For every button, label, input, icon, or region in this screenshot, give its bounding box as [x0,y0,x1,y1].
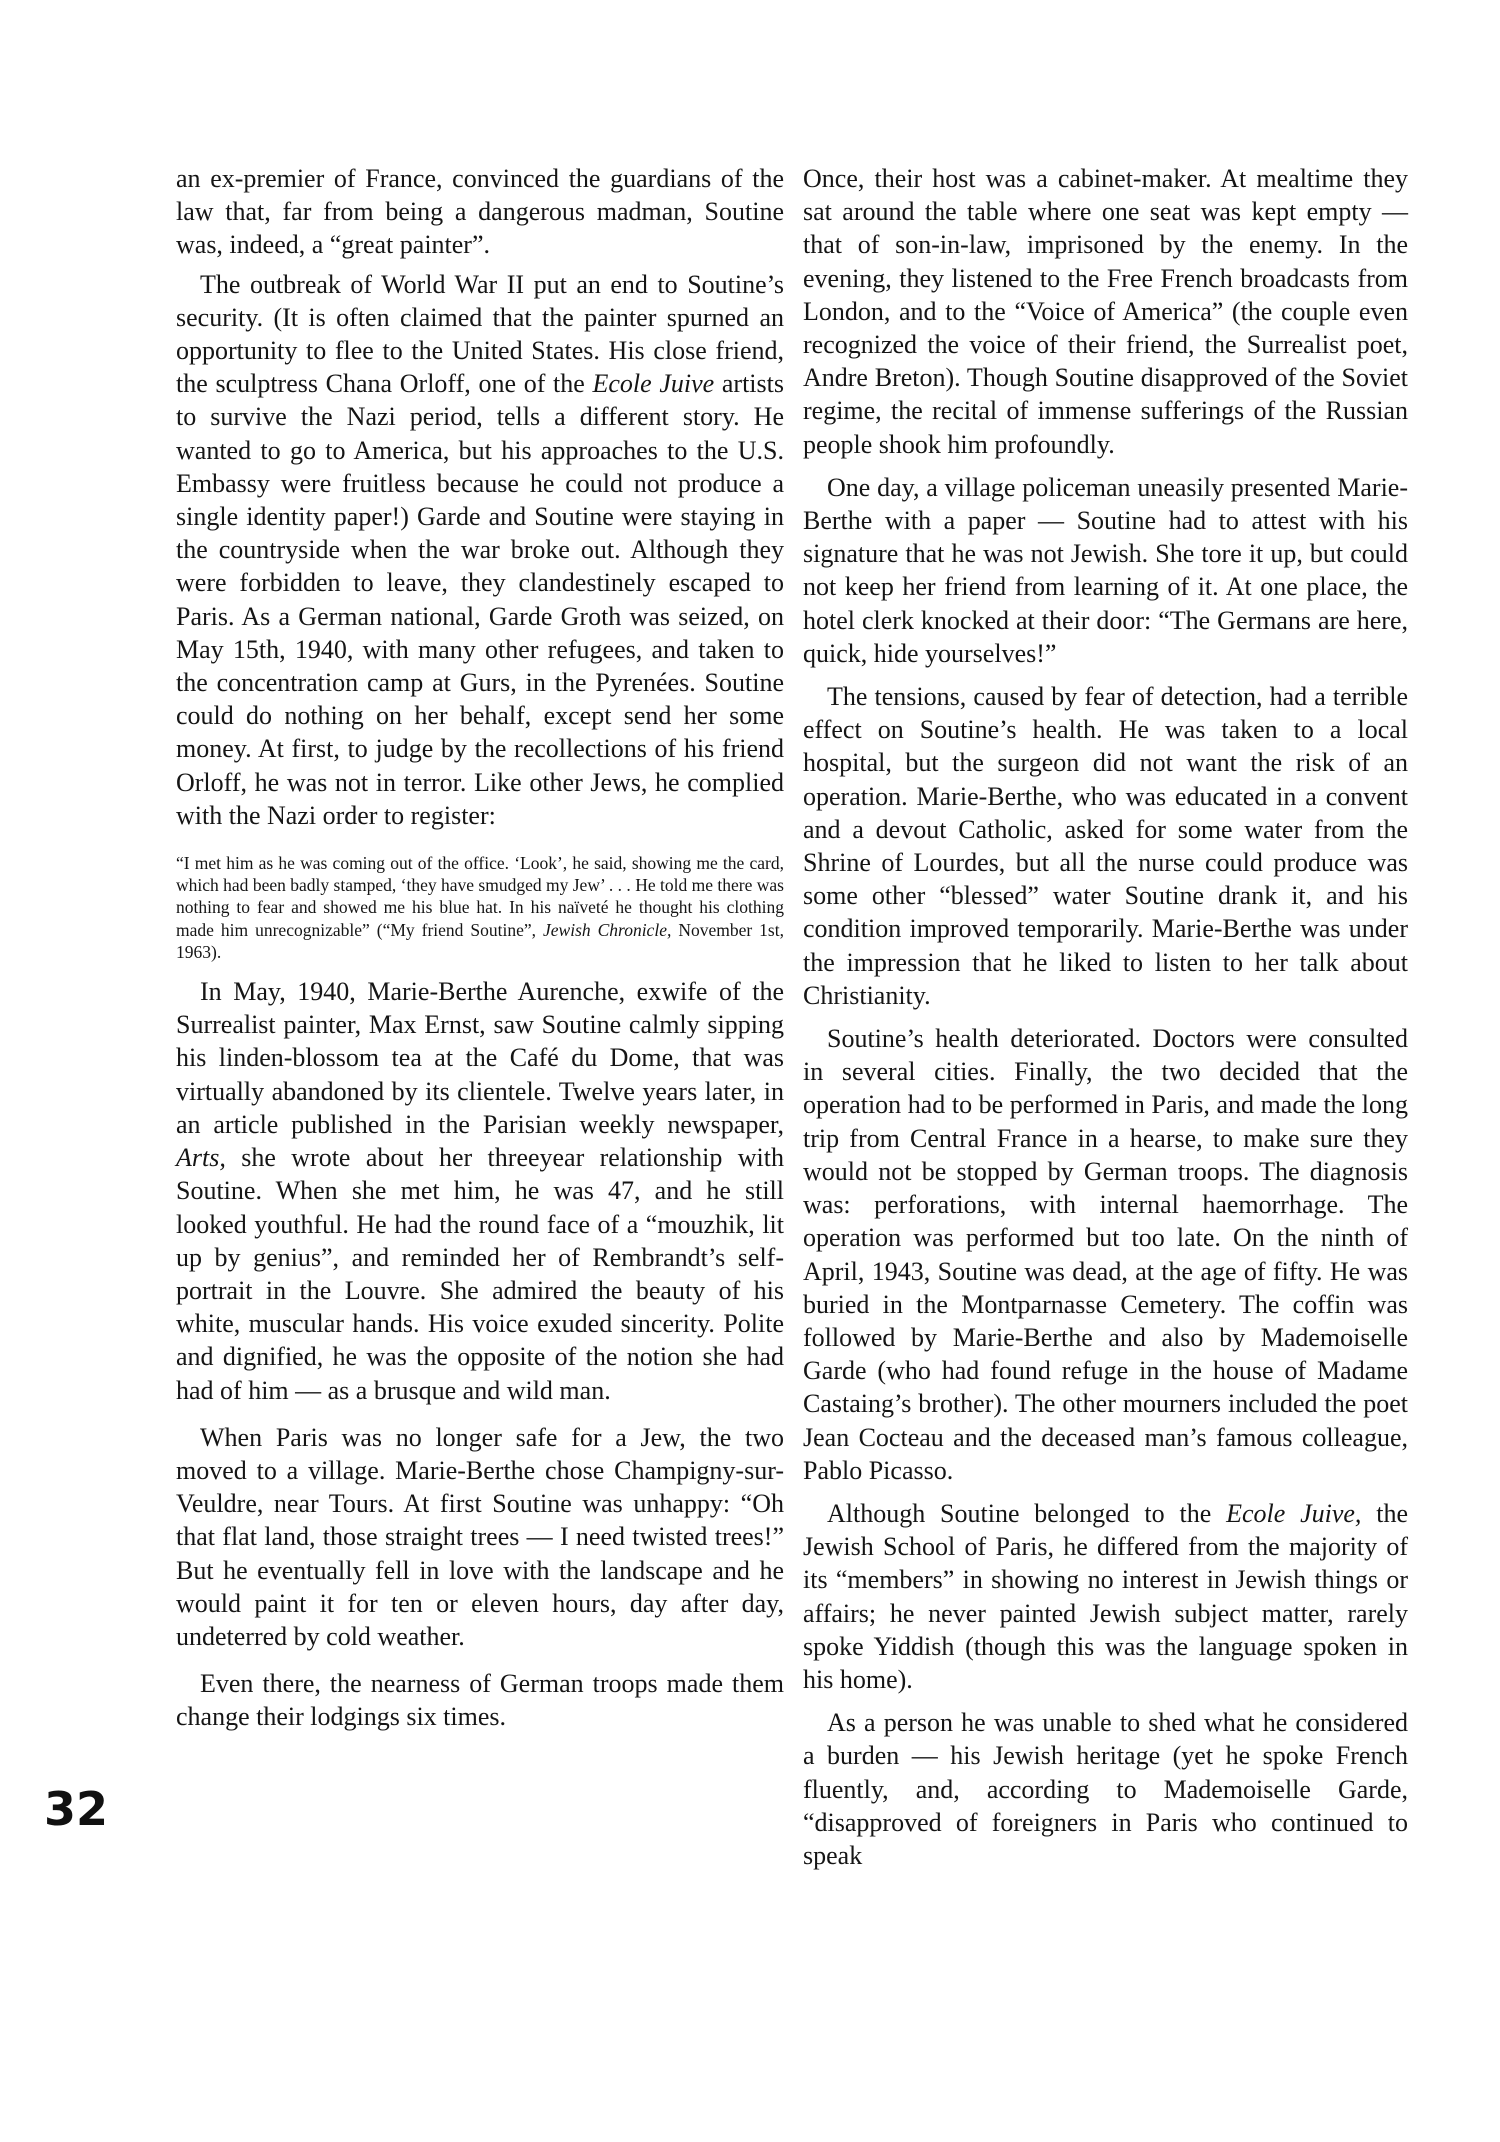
text-emphasis: Ecole Juive, [1226,1498,1362,1528]
text-run: The outbreak of World War II put an end to Soutine’s security. (It is often claimed that the painter spurned an opportunity to flee to the United States. His close friend, the sculptress Chana Orloff, one of the [176,269,784,399]
text-run: the Jewish School of Paris, he differed from the majority of its “members” in showing no interest in Jewish things or affairs; he never painted Jewish subject matter, rarely spoke Yiddish (though this was the language spoken in his home). [803,1498,1409,1694]
paragraph: The tensions, caused by fear of detection, had a terrible effect on Soutine’s health. He was taken to a local hospital, but the surgeon did not want the risk of an operation. Marie-Berthe, who was educated in a convent and a devout Catholic, asked for some water from the Shrine of Lourdes, but all the nurse could produce was some other “blessed” water Soutine drank it, and his condition improved temporarily. Marie-Berthe was under the impression that he liked to listen to her talk about Christianity. [803,682,1408,1010]
block-quote [176,852,784,963]
text-run: November 1st, 1963). [176,919,784,962]
paragraph: As a person he was unable to shed what he considered a burden — his Jewish heritage (yet he spoke French fluently, and, according to Mademoiselle Garde, “disapproved of foreigners in Paris who continued to speak [803,1708,1408,1870]
paragraph: Soutine’s health deteriorated. Doctors were consulted in several cities. Finally, the two decided that the operation had to be performed in Paris, and made the long trip from Central France in a hearse, to make sure they would not be stopped by German troops. The diagnosis was: perforations, with internal haemorrhage. The operation was performed but too late. On the ninth of April, 1943, Soutine was dead, at the age of fifty. He was buried in the Montparnasse Cemetery. The coffin was followed by Marie-Berthe and also by Mademoiselle Garde (who had found refuge in the house of Madame Castaing’s brother). The other mourners included the poet Jean Cocteau and the deceased man’s famous colleague, Pablo Picasso. [803,1024,1408,1485]
paragraph: Once, their host was a cabinet-maker. At mealtime they sat around the table where one seat was kept empty — that of son-in-law, imprisoned by the enemy. In the evening, they listened to the Free French broadcasts from London, and to the “Voice of America” (the couple even recognized the voice of their friend, the Surrealist poet, Andre Breton). Though Soutine disapproved of the Soviet regime, the recital of immense sufferings of the Russian people shook him profoundly. [803,164,1408,459]
paragraph [176,268,784,832]
paragraph: When Paris was no longer safe for a Jew, the two moved to a village. Marie-Berthe chose Champigny-sur-Veuldre, near Tours. At first Soutine was unhappy: “Oh that flat land, those straight trees — I need twisted trees!” But he eventually fell in love with the landscape and he would paint it for ten or eleven hours, day after day, undeterred by cold weather. [176,1422,784,1651]
page-number: 32 [44,1782,109,1836]
paragraph [176,975,784,1407]
text-emphasis: Arts, [176,1143,226,1173]
paragraph [803,1497,1408,1696]
paragraph: an ex-premier of France, convinced the guardians of the law that, far from being a dangerous madman, Soutine was, indeed, a “great painter”. [176,164,784,260]
right-column [803,162,1408,1872]
text-emphasis: Jewish Chronicle, [543,919,672,940]
text-emphasis: Ecole Juive [592,369,715,399]
left-column [176,162,784,1734]
text-run: In May, 1940, Marie-Berthe Aurenche, exwife of the Surrealist painter, Max Ernst, saw Soutine calmly sipping his linden-blossom tea at the Café du Dome, that was virtually abandoned by its clientele. Twelve years later, in an article published in the Parisian weekly newspaper, [176,977,784,1139]
text-run: she wrote about her threeyear relationship with Soutine. When she met him, he was 47, and he still looked youthful. He had the round face of a “mouzhik, lit up by genius”, and reminded her of Rembrandt’s self-portrait in the Louvre. She admired the beauty of his white, muscular hands. His voice exuded sincerity. Polite and dignified, he was the opposite of the notion she had had of him — as a brusque and wild man. [176,1143,784,1405]
paragraph: Even there, the nearness of German troops made them change their lodgings six times. [176,1669,784,1732]
text-run: artists to survive the Nazi period, tells a different story. He wanted to go to America, but his approaches to the U.S. Embassy were fruitless because he could not produce a single identity paper!) Garde and Soutine were staying in the countryside when the war broke out. Although they were forbidden to leave, they clandestinely escaped to Paris. As a German national, Garde Groth was seized, on May 15th, 1940, with many other refugees, and taken to the concentration camp at Gurs, in the Pyrenées. Soutine could do nothing on her behalf, except send her some money. At first, to judge by the recollections of his friend Orloff, he was not in terror. Like other Jews, he complied with the Nazi order to register: [176,369,784,830]
paragraph: One day, a village policeman uneasily presented Marie-Berthe with a paper — Soutine had to attest with his signature that he was not Jewish. She tore it up, but could not keep her friend from learning of it. At one place, the hotel clerk knocked at their door: “The Germans are here, quick, hide yourselves!” [803,472,1408,668]
text-run: Although Soutine belonged to the [827,1498,1227,1528]
text-run: “I met him as he was coming out of the office. ‘Look’, he said, showing me the card, which had been badly stamped, ‘they have smudged my Jew’ . . . He told me there was nothing to fear and showed me his blue hat. In his naïveté he thought his clothing made him unrecognizable” (“My friend Soutine”, [176,853,784,940]
